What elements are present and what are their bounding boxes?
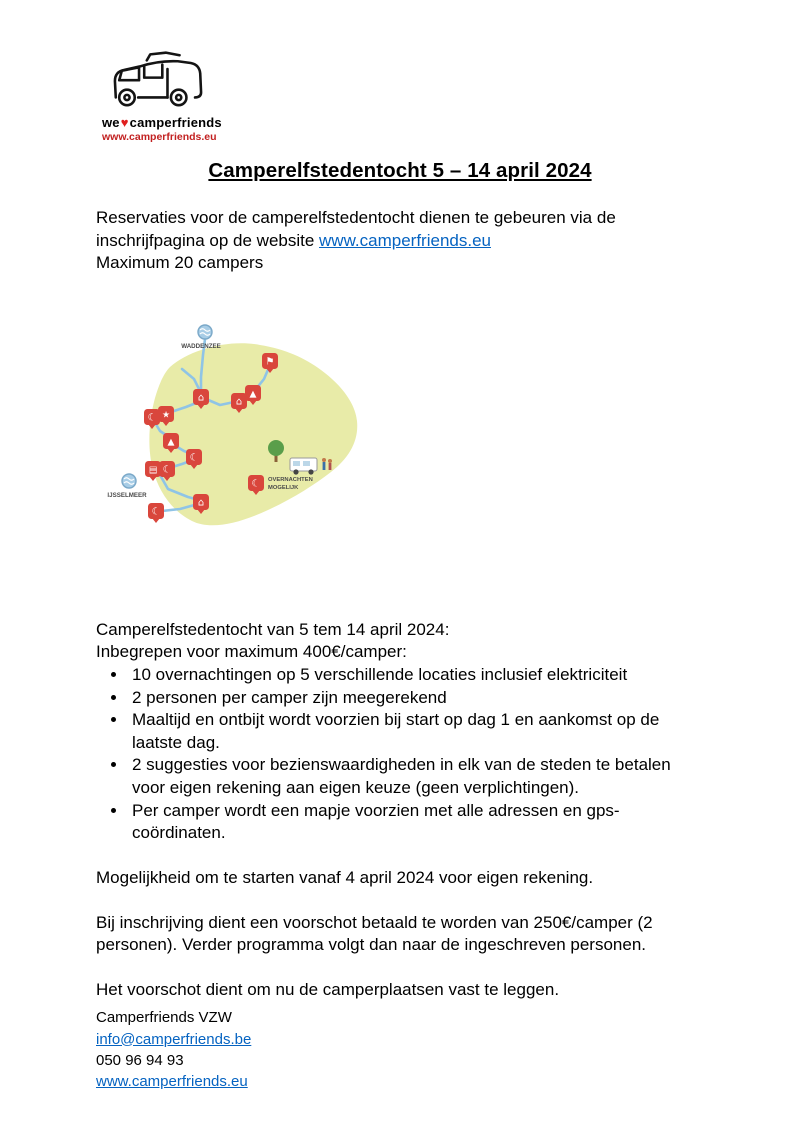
website-link[interactable]: www.camperfriends.eu [319,230,491,250]
waddenzee-label-group [181,325,221,350]
ijsselmeer-label: IJSSELMEER [107,491,147,499]
included-list [110,664,704,845]
svg-text:☾: ☾ [162,464,172,476]
svg-text:⌂: ⌂ [235,396,243,408]
logo-url: www.camperfriends.eu [102,131,217,143]
friesland-route-map [108,321,380,543]
svg-text:☾: ☾ [147,412,157,424]
svg-text:☾: ☾ [151,506,161,518]
svg-text:⚑: ⚑ [265,356,275,368]
deposit-purpose-paragraph: Het voorschot dient om nu de camperplaatsen vast te leggen. [96,979,560,999]
list-item: • 2 suggesties voor bezienswaardigheden in elk van de steden te betalen voor eigen rekening aan eigen keuze (geen verplichtingen). [128,754,704,799]
contact-block [96,1007,704,1092]
org-name: Camperfriends VZW [96,1009,232,1027]
logo-we: we [102,115,120,130]
map-marker-moon-icon [148,503,164,523]
legend-line1: OVERNACHTEN [268,476,313,483]
svg-text:⌂: ⌂ [197,392,205,404]
svg-text:⌂: ⌂ [197,497,205,509]
phone-number: 050 96 94 93 [96,1051,184,1069]
email-link[interactable]: info@camperfriends.be [96,1030,252,1048]
svg-text:☾: ☾ [251,478,261,490]
start-option-paragraph: Mogelijkheid om te starten vanaf 4 april 2024 voor eigen rekening. [96,867,594,887]
camperfriends-logo [102,44,232,143]
list-item: • Per camper wordt een mapje voorzien met alle adressen en gps-coördinaten. [128,800,704,845]
list-item: • Maaltijd en ontbijt wordt voorzien bij start op dag 1 en aankomst op de laatste dag. [128,709,704,754]
map-landmass [149,343,357,525]
heart-icon: ♥ [120,115,129,130]
deposit-paragraph: Bij inschrijving dient een voorschot betaald te worden van 250€/camper (2 personen). Verder programma volgt dan naar de ingeschreven personen. [96,912,653,955]
footer-website-link[interactable]: www.camperfriends.eu [96,1073,248,1091]
intro-paragraph [96,207,704,252]
max-campers-line: Maximum 20 campers [96,253,264,273]
page-title: Camperelfstedentocht 5 – 14 april 2024 [208,159,592,182]
logo-brand: camperfriends [129,115,222,130]
svg-text:▲: ▲ [249,389,257,400]
logo-wordmark [102,115,232,130]
water-icon [122,474,136,488]
legend-line2: MOGELIJK [268,484,299,491]
svg-text:▲: ▲ [167,437,175,448]
svg-text:☾: ☾ [189,452,199,464]
intro-text: Reservaties voor de camperelfstedentocht dienen te gebeuren via de inschrijfpagina op de website [96,208,616,250]
svg-text:★: ★ [161,410,171,421]
camper-van-icon [102,44,232,113]
ijsselmeer-label-group [107,474,147,499]
water-icon [198,325,212,339]
list-item: • 10 overnachtingen op 5 verschillende locaties inclusief elektriciteit [128,664,704,687]
svg-text:▤: ▤ [148,465,158,476]
list-item: • 2 personen per camper zijn meegerekend [128,687,704,710]
details-heading-2: Inbegrepen voor maximum 400€/camper: [96,642,407,662]
details-section [96,619,704,1002]
details-heading-1: Camperelfstedentocht van 5 tem 14 april 2024: [96,619,450,639]
waddenzee-label: WADDENZEE [181,342,221,350]
